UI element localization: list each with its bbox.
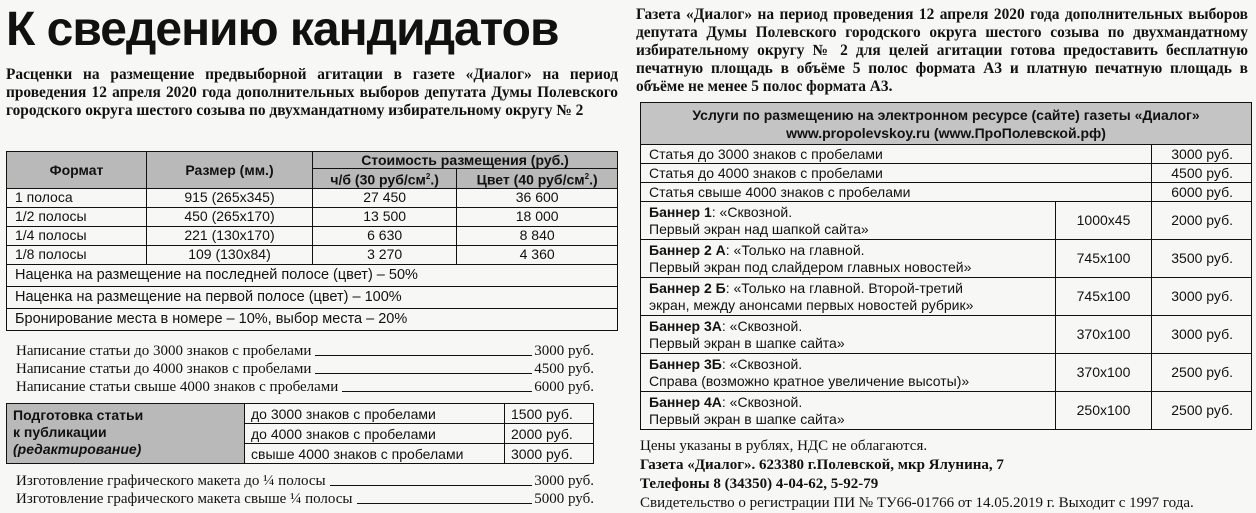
- prep-heading: Подготовка статьи к публикации (редактирование): [7, 404, 245, 464]
- table-row: 1/4 полосы 221 (130х170) 6 630 8 840: [7, 226, 618, 245]
- col-format-header: Формат: [7, 152, 147, 189]
- table-row: Статья до 3000 знаков с пробелами 3000 руб.: [641, 145, 1252, 164]
- col-bw-header: ч/б (30 руб/$см^2$.): [313, 169, 457, 189]
- table-row: до 4000 знаков с пробелами 2000 руб.: [7, 424, 594, 444]
- intro-text: Расценки на размещение предвыборной агитации в газете «Диалог» на период проведения 12 апреля 2020 года дополнительных выборов депутата Думы Полевского городского округа шестого созыва по двухмандатному избирательному округу № 2: [6, 66, 618, 119]
- table-row: Баннер 2 А: «Только на главной. Первый экран под слайдером главных новостей» 745х100 3500 руб.: [641, 240, 1252, 278]
- phones: Телефоны 8 (34350) 4-04-62, 5-92-79: [640, 476, 879, 492]
- note-row: Бронирование места в номере – 10%, выбор места – 20%: [7, 308, 618, 330]
- writing-list: [16, 342, 594, 396]
- list-item: Изготовление графического макета свыше ¼ полосы 5000 руб.: [16, 491, 594, 507]
- col-size-header: Размер (мм.): [147, 152, 313, 189]
- list-item: Написание статьи до 3000 знаков с пробелами 3000 руб.: [16, 343, 594, 359]
- address: Газета «Диалог». 623380 г.Полевской, мкр Ялунина, 7: [640, 457, 1004, 473]
- list-item: Написание статьи свыше 4000 знаков с пробелами 6000 руб.: [16, 379, 594, 395]
- col-color-header: Цвет (40 руб/$см^2$.): [457, 169, 618, 189]
- table-row: 1/8 полосы 109 (130х84) 3 270 4 360: [7, 245, 618, 264]
- table-row: Баннер 2 Б: «Только на главной. Второй-третий экран, между анонсами первых новостей рубрик» 745х100 3000 руб.: [641, 278, 1252, 316]
- table-row: Баннер 4А: «Сквозной. Первый экран в шапке сайта» 250х100 2500 руб.: [641, 392, 1252, 430]
- table-row: свыше 4000 знаков с пробелами 3000 руб.: [7, 444, 594, 464]
- price-table: [6, 151, 618, 331]
- prep-table: [6, 403, 594, 464]
- right-intro-text: Газета «Диалог» на период проведения 12 апреля 2020 года дополнительных выборов депутата Думы Полевского городского округа шестого созыва по двухмандатному избирательному округу № 2 для целей агитации готова предоставить бесплатную печатную площадь в объёме 5 полос формата А3 и платную печатную площадь в объёме не менее 5 полос формата А3.: [636, 6, 1248, 95]
- layout-list: [16, 472, 594, 508]
- table-row: 1/2 полосы 450 (265х170) 13 500 18 000: [7, 207, 618, 226]
- table-row: Баннер 3А: «Сквозной. Первый экран в шапке сайта» 370х100 3000 руб.: [641, 316, 1252, 354]
- table-row: Баннер 1: «Сквозной. Первый экран над шапкой сайта» 1000х45 2000 руб.: [641, 202, 1252, 240]
- table-row: Статья до 4000 знаков с пробелами 4500 руб.: [641, 164, 1252, 183]
- page-title: К сведению кандидатов: [6, 3, 559, 56]
- table-row: Статья свыше 4000 знаков с пробелами 6000 руб.: [641, 183, 1252, 202]
- vat-note: Цены указаны в рублях, НДС не облагаются.: [640, 438, 928, 454]
- web-services-table: [640, 102, 1252, 430]
- table-row: 1 полоса 915 (265х345) 27 450 36 600: [7, 188, 618, 207]
- col-cost-header: Стоимость размещения (руб.): [313, 152, 618, 169]
- footer: [640, 437, 1194, 513]
- registration: Свидетельство о регистрации ПИ № ТУ66-01766 от 14.05.2019 г. Выходит с 1997 года.: [640, 495, 1194, 511]
- list-item: Написание статьи до 4000 знаков с пробелами 4500 руб.: [16, 361, 594, 377]
- web-table-header: Услуги по размещению на электронном ресурсе (сайте) газеты «Диалог» www.propolevskoy.ru (www.ПроПолевской.рф): [641, 103, 1252, 145]
- table-row: Подготовка статьи к публикации (редактирование) до 3000 знаков с пробелами 1500 руб.: [7, 404, 594, 424]
- note-row: Наценка на размещение на последней полосе (цвет) – 50%: [7, 264, 618, 286]
- table-row: Баннер 3Б: «Сквозной. Справа (возможно кратное увеличение высоты)» 370х100 2500 руб.: [641, 354, 1252, 392]
- list-item: Изготовление графического макета до ¼ полосы 3000 руб.: [16, 473, 594, 489]
- note-row: Наценка на размещение на первой полосе (цвет) – 100%: [7, 286, 618, 308]
